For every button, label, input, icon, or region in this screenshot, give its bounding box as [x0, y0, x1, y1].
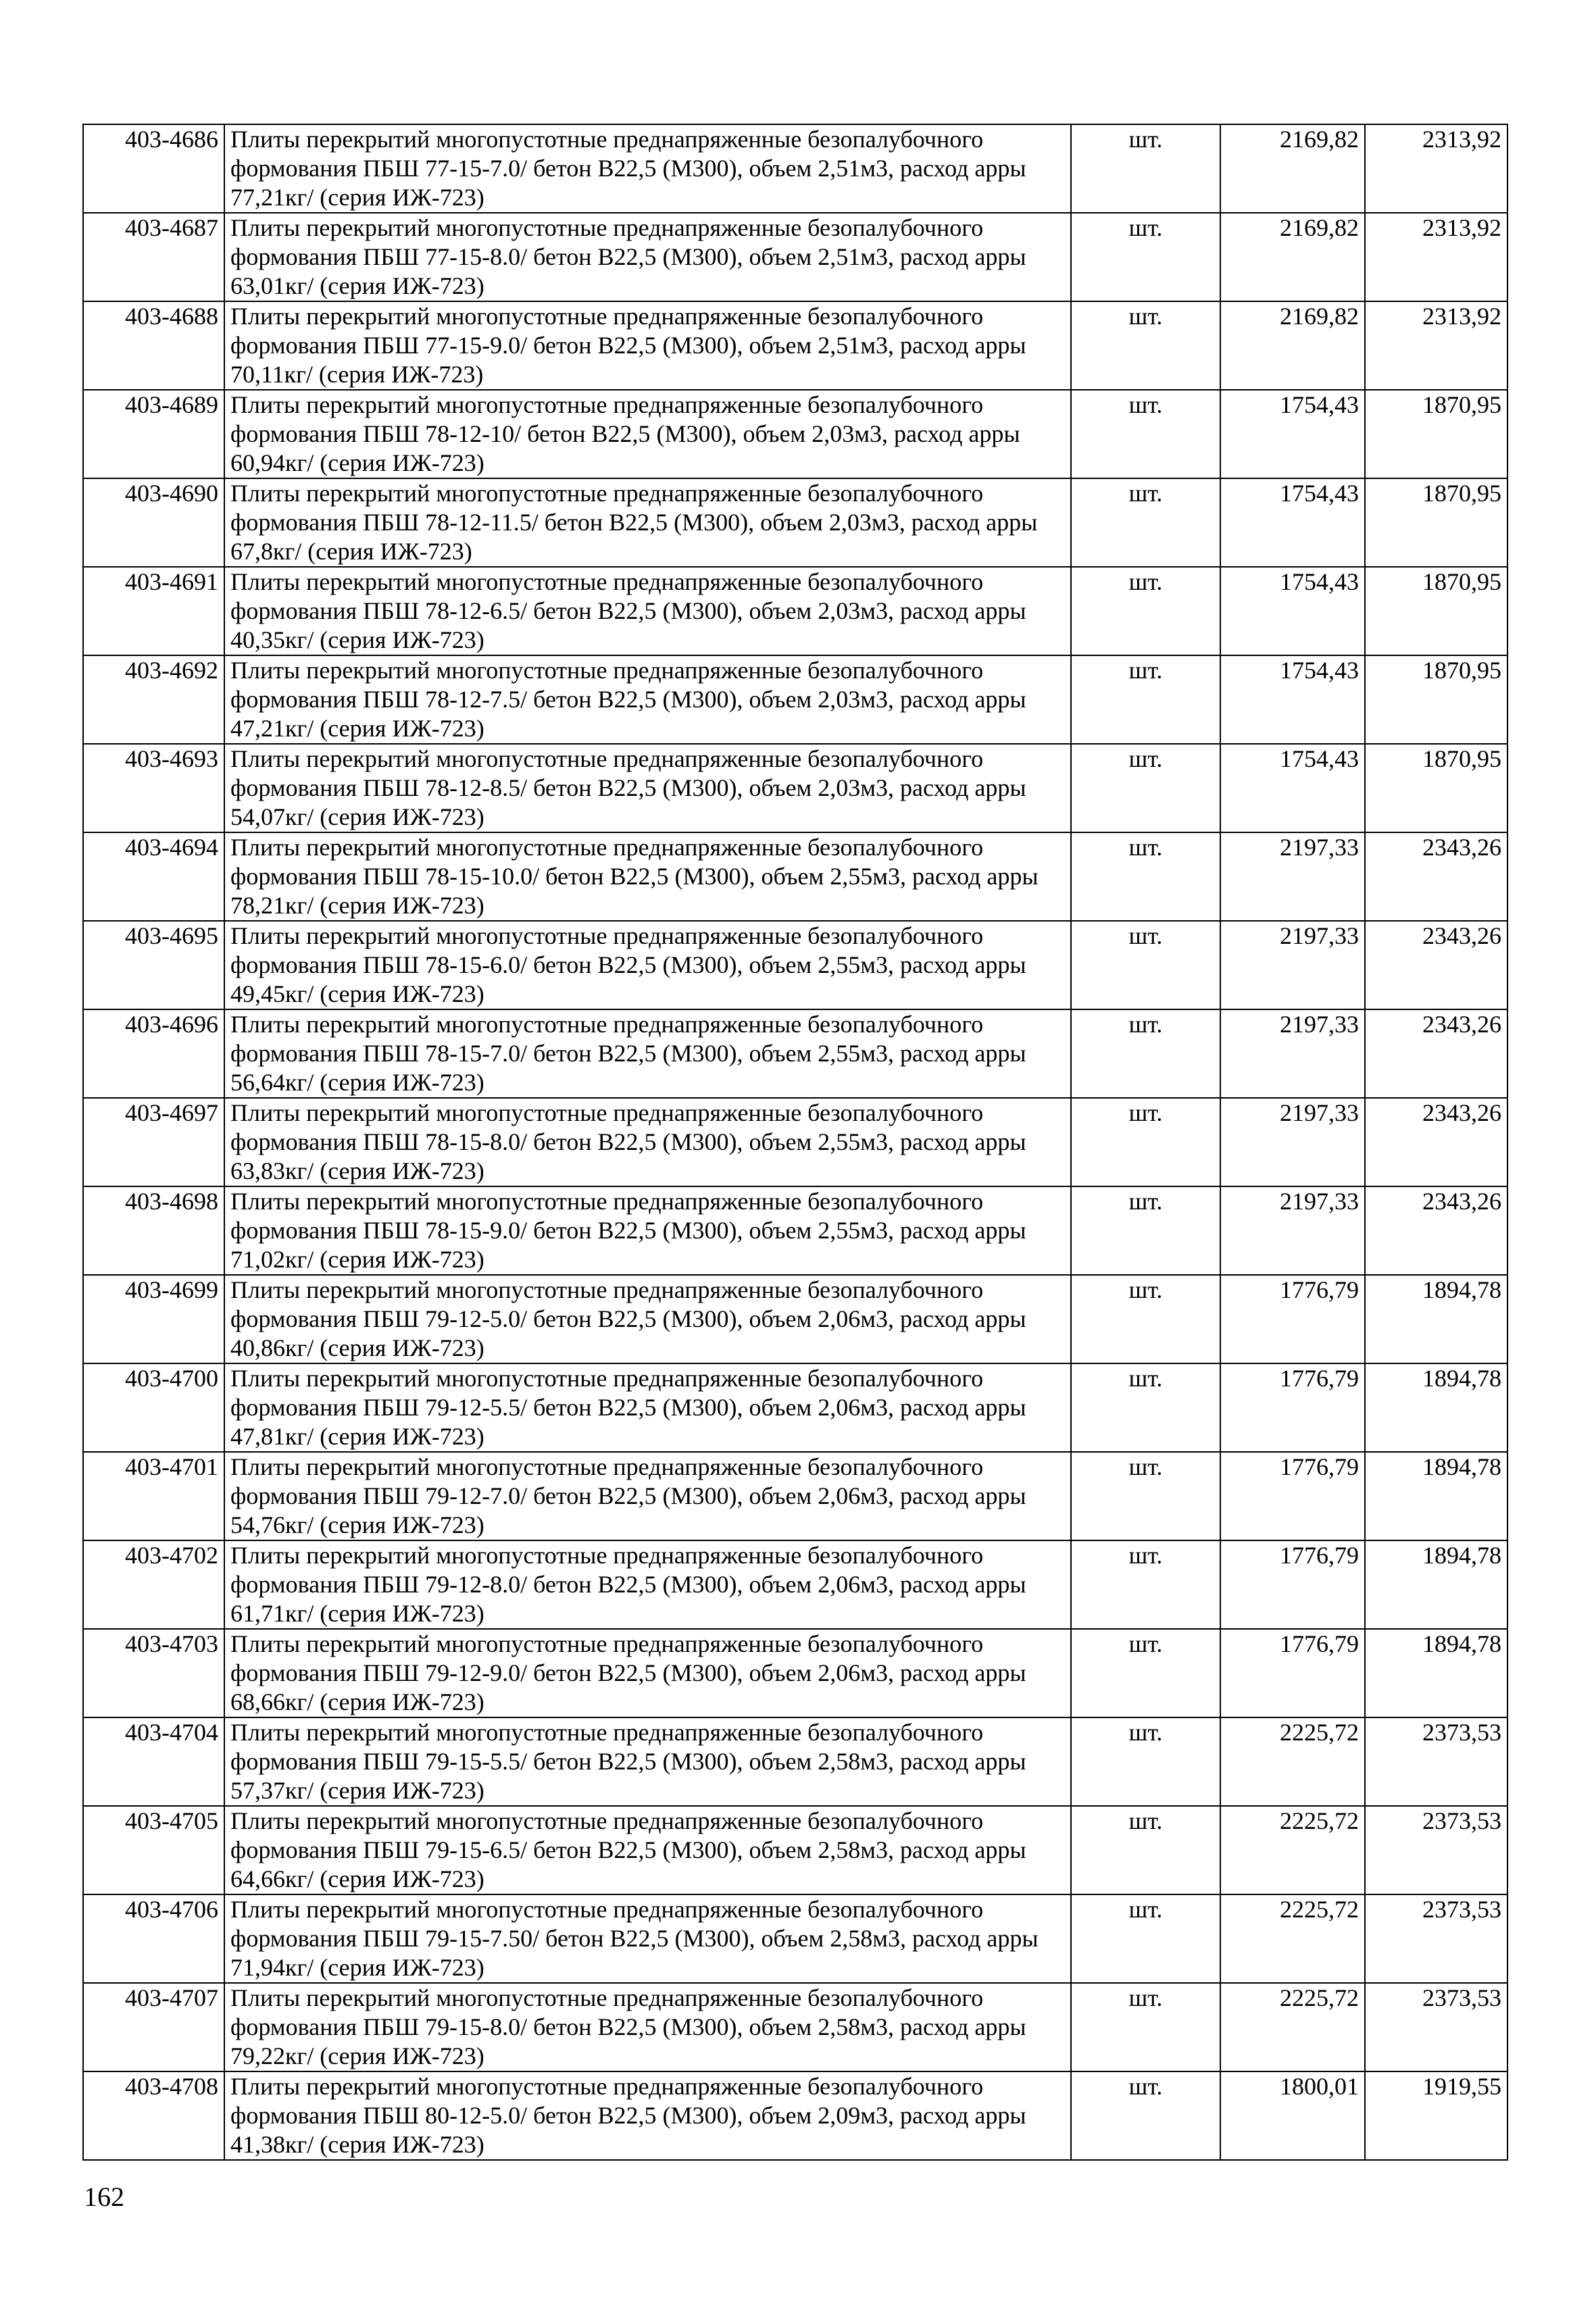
item-code: 403-4695 — [83, 921, 224, 1009]
item-price-2: 1870,95 — [1365, 744, 1507, 832]
item-price-1: 2197,33 — [1220, 1098, 1365, 1186]
item-description: Плиты перекрытий многопустотные преднапряженные безопалубочного формования ПБШ 79-12-8.0/ бетон В22,5 (М300), объем 2,06м3, расход арры 61,71кг/ (серия ИЖ-723) — [224, 1540, 1071, 1629]
table-row — [83, 921, 1507, 1009]
table-row — [83, 567, 1507, 655]
item-price-1: 2197,33 — [1220, 921, 1365, 1009]
table-row — [83, 1098, 1507, 1186]
item-price-2: 1919,55 — [1365, 2071, 1507, 2160]
item-code: 403-4708 — [83, 2071, 224, 2160]
item-unit: шт. — [1071, 390, 1220, 478]
item-price-1: 2225,72 — [1220, 1717, 1365, 1806]
item-description: Плиты перекрытий многопустотные преднапряженные безопалубочного формования ПБШ 78-15-10.0/ бетон В22,5 (М300), объем 2,55м3, расход арры 78,21кг/ (серия ИЖ-723) — [224, 832, 1071, 921]
table-row — [83, 655, 1507, 744]
item-description: Плиты перекрытий многопустотные преднапряженные безопалубочного формования ПБШ 79-15-8.0/ бетон В22,5 (М300), объем 2,58м3, расход арры 79,22кг/ (серия ИЖ-723) — [224, 1983, 1071, 2071]
item-price-2: 1894,78 — [1365, 1540, 1507, 1629]
item-code: 403-4694 — [83, 832, 224, 921]
table-row — [83, 1540, 1507, 1629]
item-code: 403-4698 — [83, 1186, 224, 1275]
item-description: Плиты перекрытий многопустотные преднапряженные безопалубочного формования ПБШ 79-15-5.5/ бетон В22,5 (М300), объем 2,58м3, расход арры 57,37кг/ (серия ИЖ-723) — [224, 1717, 1071, 1806]
item-unit: шт. — [1071, 301, 1220, 390]
item-description: Плиты перекрытий многопустотные преднапряженные безопалубочного формования ПБШ 78-12-7.5/ бетон В22,5 (М300), объем 2,03м3, расход арры 47,21кг/ (серия ИЖ-723) — [224, 655, 1071, 744]
item-description: Плиты перекрытий многопустотные преднапряженные безопалубочного формования ПБШ 79-15-7.50/ бетон В22,5 (М300), объем 2,58м3, расход арры 71,94кг/ (серия ИЖ-723) — [224, 1894, 1071, 1983]
table-row — [83, 1717, 1507, 1806]
item-code: 403-4702 — [83, 1540, 224, 1629]
item-price-2: 1870,95 — [1365, 655, 1507, 744]
item-unit: шт. — [1071, 744, 1220, 832]
item-price-1: 1776,79 — [1220, 1540, 1365, 1629]
item-description: Плиты перекрытий многопустотные преднапряженные безопалубочного формования ПБШ 77-15-9.0/ бетон В22,5 (М300), объем 2,51м3, расход арры 70,11кг/ (серия ИЖ-723) — [224, 301, 1071, 390]
item-code: 403-4692 — [83, 655, 224, 744]
item-code: 403-4693 — [83, 744, 224, 832]
item-unit: шт. — [1071, 1629, 1220, 1717]
item-unit: шт. — [1071, 567, 1220, 655]
item-code: 403-4707 — [83, 1983, 224, 2071]
item-price-1: 2197,33 — [1220, 1186, 1365, 1275]
item-price-1: 1754,43 — [1220, 390, 1365, 478]
item-unit: шт. — [1071, 1983, 1220, 2071]
item-code: 403-4699 — [83, 1275, 224, 1363]
item-code: 403-4701 — [83, 1452, 224, 1540]
item-description: Плиты перекрытий многопустотные преднапряженные безопалубочного формования ПБШ 79-15-6.5/ бетон В22,5 (М300), объем 2,58м3, расход арры 64,66кг/ (серия ИЖ-723) — [224, 1806, 1071, 1894]
item-price-2: 2313,92 — [1365, 213, 1507, 301]
item-code: 403-4703 — [83, 1629, 224, 1717]
item-price-1: 2197,33 — [1220, 1009, 1365, 1098]
item-code: 403-4687 — [83, 213, 224, 301]
item-description: Плиты перекрытий многопустотные преднапряженные безопалубочного формования ПБШ 77-15-8.0/ бетон В22,5 (М300), объем 2,51м3, расход арры 63,01кг/ (серия ИЖ-723) — [224, 213, 1071, 301]
item-description: Плиты перекрытий многопустотные преднапряженные безопалубочного формования ПБШ 78-12-6.5/ бетон В22,5 (М300), объем 2,03м3, расход арры 40,35кг/ (серия ИЖ-723) — [224, 567, 1071, 655]
table-row — [83, 1009, 1507, 1098]
item-price-1: 1776,79 — [1220, 1275, 1365, 1363]
table-row — [83, 1186, 1507, 1275]
item-description: Плиты перекрытий многопустотные преднапряженные безопалубочного формования ПБШ 79-12-9.0/ бетон В22,5 (М300), объем 2,06м3, расход арры 68,66кг/ (серия ИЖ-723) — [224, 1629, 1071, 1717]
item-code: 403-4690 — [83, 478, 224, 567]
item-code: 403-4689 — [83, 390, 224, 478]
item-description: Плиты перекрытий многопустотные преднапряженные безопалубочного формования ПБШ 79-12-5.0/ бетон В22,5 (М300), объем 2,06м3, расход арры 40,86кг/ (серия ИЖ-723) — [224, 1275, 1071, 1363]
item-unit: шт. — [1071, 921, 1220, 1009]
table-row — [83, 1806, 1507, 1894]
item-price-2: 2373,53 — [1365, 1806, 1507, 1894]
item-price-2: 2343,26 — [1365, 1009, 1507, 1098]
item-code: 403-4691 — [83, 567, 224, 655]
item-unit: шт. — [1071, 478, 1220, 567]
item-code: 403-4688 — [83, 301, 224, 390]
item-description: Плиты перекрытий многопустотные преднапряженные безопалубочного формования ПБШ 79-12-5.5/ бетон В22,5 (М300), объем 2,06м3, расход арры 47,81кг/ (серия ИЖ-723) — [224, 1363, 1071, 1452]
item-price-1: 2169,82 — [1220, 301, 1365, 390]
item-unit: шт. — [1071, 1098, 1220, 1186]
item-unit: шт. — [1071, 832, 1220, 921]
item-unit: шт. — [1071, 1806, 1220, 1894]
item-unit: шт. — [1071, 213, 1220, 301]
item-unit: шт. — [1071, 1009, 1220, 1098]
table-row — [83, 1894, 1507, 1983]
item-description: Плиты перекрытий многопустотные преднапряженные безопалубочного формования ПБШ 80-12-5.0/ бетон В22,5 (М300), объем 2,09м3, расход арры 41,38кг/ (серия ИЖ-723) — [224, 2071, 1071, 2160]
item-unit: шт. — [1071, 1186, 1220, 1275]
item-unit: шт. — [1071, 1894, 1220, 1983]
item-code: 403-4705 — [83, 1806, 224, 1894]
item-unit: шт. — [1071, 1540, 1220, 1629]
item-price-1: 1754,43 — [1220, 478, 1365, 567]
table-row — [83, 832, 1507, 921]
table-row — [83, 390, 1507, 478]
table-row — [83, 2071, 1507, 2160]
item-unit: шт. — [1071, 655, 1220, 744]
item-price-1: 1776,79 — [1220, 1452, 1365, 1540]
item-price-1: 1776,79 — [1220, 1363, 1365, 1452]
item-description: Плиты перекрытий многопустотные преднапряженные безопалубочного формования ПБШ 78-12-8.5/ бетон В22,5 (М300), объем 2,03м3, расход арры 54,07кг/ (серия ИЖ-723) — [224, 744, 1071, 832]
table-row — [83, 301, 1507, 390]
item-unit: шт. — [1071, 124, 1220, 213]
table-row — [83, 1983, 1507, 2071]
item-unit: шт. — [1071, 1717, 1220, 1806]
item-unit: шт. — [1071, 2071, 1220, 2160]
item-price-2: 2343,26 — [1365, 1186, 1507, 1275]
item-code: 403-4696 — [83, 1009, 224, 1098]
item-price-1: 1800,01 — [1220, 2071, 1365, 2160]
item-unit: шт. — [1071, 1363, 1220, 1452]
item-price-1: 2197,33 — [1220, 832, 1365, 921]
item-price-1: 2225,72 — [1220, 1806, 1365, 1894]
item-price-2: 1870,95 — [1365, 478, 1507, 567]
item-description: Плиты перекрытий многопустотные преднапряженные безопалубочного формования ПБШ 78-15-9.0/ бетон В22,5 (М300), объем 2,55м3, расход арры 71,02кг/ (серия ИЖ-723) — [224, 1186, 1071, 1275]
item-description: Плиты перекрытий многопустотные преднапряженные безопалубочного формования ПБШ 77-15-7.0/ бетон В22,5 (М300), объем 2,51м3, расход арры 77,21кг/ (серия ИЖ-723) — [224, 124, 1071, 213]
table-row — [83, 213, 1507, 301]
item-description: Плиты перекрытий многопустотные преднапряженные безопалубочного формования ПБШ 79-12-7.0/ бетон В22,5 (М300), объем 2,06м3, расход арры 54,76кг/ (серия ИЖ-723) — [224, 1452, 1071, 1540]
item-code: 403-4697 — [83, 1098, 224, 1186]
table-row — [83, 1452, 1507, 1540]
item-code: 403-4704 — [83, 1717, 224, 1806]
item-price-1: 2169,82 — [1220, 124, 1365, 213]
item-price-1: 1754,43 — [1220, 744, 1365, 832]
item-code: 403-4706 — [83, 1894, 224, 1983]
item-description: Плиты перекрытий многопустотные преднапряженные безопалубочного формования ПБШ 78-15-8.0/ бетон В22,5 (М300), объем 2,55м3, расход арры 63,83кг/ (серия ИЖ-723) — [224, 1098, 1071, 1186]
item-price-1: 2225,72 — [1220, 1894, 1365, 1983]
item-price-2: 2343,26 — [1365, 1098, 1507, 1186]
table-row — [83, 124, 1507, 213]
item-description: Плиты перекрытий многопустотные преднапряженные безопалубочного формования ПБШ 78-15-7.0/ бетон В22,5 (М300), объем 2,55м3, расход арры 56,64кг/ (серия ИЖ-723) — [224, 1009, 1071, 1098]
table-row — [83, 744, 1507, 832]
item-price-1: 1754,43 — [1220, 567, 1365, 655]
table-row — [83, 1629, 1507, 1717]
item-code: 403-4700 — [83, 1363, 224, 1452]
item-price-2: 1870,95 — [1365, 390, 1507, 478]
item-price-1: 1776,79 — [1220, 1629, 1365, 1717]
item-price-2: 2373,53 — [1365, 1717, 1507, 1806]
item-code: 403-4686 — [83, 124, 224, 213]
price-table-body — [83, 124, 1507, 2160]
item-price-2: 2373,53 — [1365, 1894, 1507, 1983]
item-description: Плиты перекрытий многопустотные преднапряженные безопалубочного формования ПБШ 78-12-10/ бетон В22,5 (М300), объем 2,03м3, расход арры 60,94кг/ (серия ИЖ-723) — [224, 390, 1071, 478]
page-number: 162 — [84, 2182, 124, 2212]
item-price-1: 2169,82 — [1220, 213, 1365, 301]
item-price-2: 1894,78 — [1365, 1275, 1507, 1363]
item-price-2: 1894,78 — [1365, 1452, 1507, 1540]
item-price-1: 1754,43 — [1220, 655, 1365, 744]
item-unit: шт. — [1071, 1275, 1220, 1363]
item-description: Плиты перекрытий многопустотные преднапряженные безопалубочного формования ПБШ 78-15-6.0/ бетон В22,5 (М300), объем 2,55м3, расход арры 49,45кг/ (серия ИЖ-723) — [224, 921, 1071, 1009]
item-price-2: 1894,78 — [1365, 1629, 1507, 1717]
item-price-2: 2343,26 — [1365, 832, 1507, 921]
table-row — [83, 1363, 1507, 1452]
table-row — [83, 478, 1507, 567]
item-price-2: 2373,53 — [1365, 1983, 1507, 2071]
item-price-2: 2313,92 — [1365, 124, 1507, 213]
item-price-2: 2313,92 — [1365, 301, 1507, 390]
item-price-2: 1894,78 — [1365, 1363, 1507, 1452]
item-description: Плиты перекрытий многопустотные преднапряженные безопалубочного формования ПБШ 78-12-11.5/ бетон В22,5 (М300), объем 2,03м3, расход арры 67,8кг/ (серия ИЖ-723) — [224, 478, 1071, 567]
item-price-1: 2225,72 — [1220, 1983, 1365, 2071]
item-price-2: 1870,95 — [1365, 567, 1507, 655]
table-row — [83, 1275, 1507, 1363]
item-unit: шт. — [1071, 1452, 1220, 1540]
item-price-2: 2343,26 — [1365, 921, 1507, 1009]
price-table — [82, 124, 1508, 2161]
